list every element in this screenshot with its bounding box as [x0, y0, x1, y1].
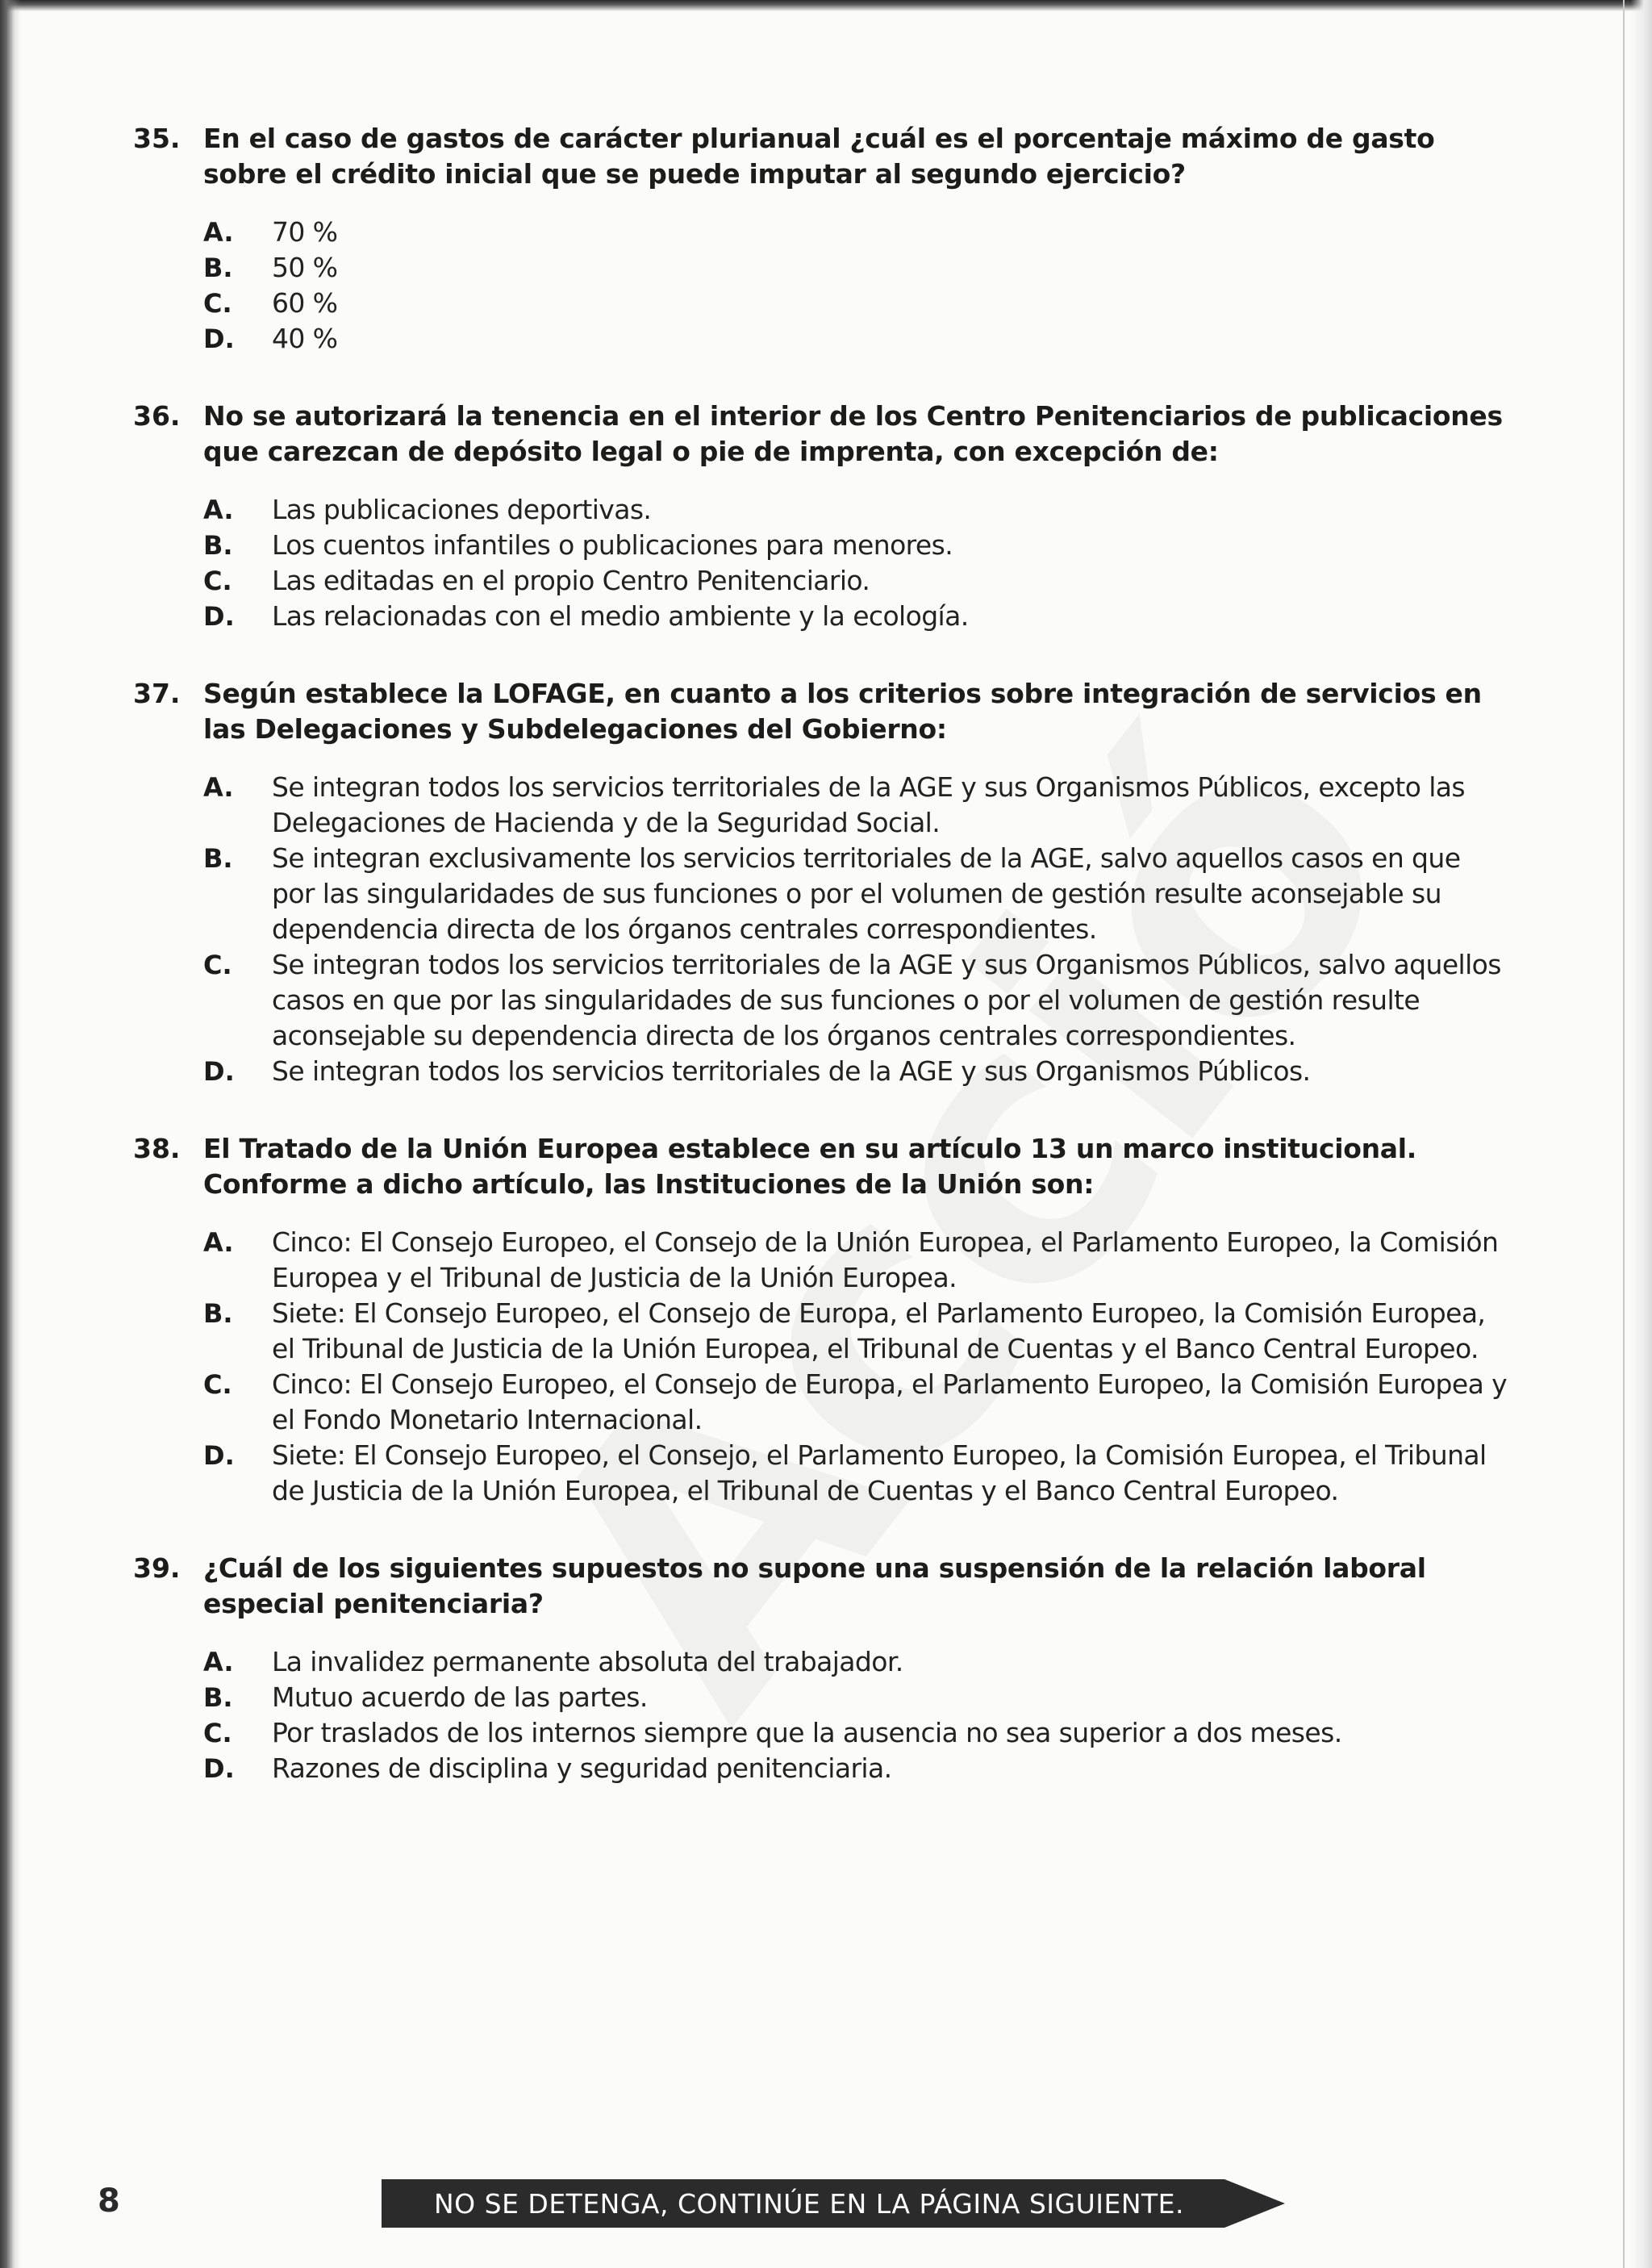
option-letter: C. [203, 1369, 232, 1400]
option-letter: A. [203, 217, 234, 248]
option-text: 70 % [272, 216, 338, 248]
options-list [133, 770, 1508, 1089]
option-b [203, 250, 1508, 286]
option-d [203, 599, 1508, 634]
option-letter: B. [203, 1298, 233, 1329]
option-a [203, 1644, 1508, 1680]
option-c [203, 563, 1508, 599]
option-a [203, 770, 1508, 841]
option-text: Se integran todos los servicios territoriales de la AGE y sus Organismos Públicos. [272, 1055, 1311, 1087]
question-number: 38. [133, 1133, 181, 1164]
option-text: Se integran exclusivamente los servicios territoriales de la AGE, salvo aquellos casos en que por las singularidades de sus funciones o por el volumen de gestión resulte aconsejable su dependencia directa de los órganos centrales correspondientes. [272, 842, 1461, 945]
question-header [133, 399, 1508, 470]
option-text: Cinco: El Consejo Europeo, el Consejo de la Unión Europea, el Parlamento Europeo, la Comisión Europea y el Tribunal de Justicia de la Unión Europea. [272, 1226, 1499, 1293]
option-text: 40 % [272, 323, 338, 354]
question-text: El Tratado de la Unión Europea establece en su artículo 13 un marco institucional. Conforme a dicho artículo, las Instituciones de la Unión son: [203, 1133, 1417, 1200]
options-list [133, 1225, 1508, 1509]
option-letter: C. [203, 288, 232, 319]
option-a [203, 1225, 1508, 1296]
question-37 [133, 676, 1508, 1089]
scan-left-edge [0, 0, 21, 2268]
option-b [203, 1296, 1508, 1367]
option-letter: D. [203, 601, 235, 632]
question-39 [133, 1551, 1508, 1786]
option-c [203, 286, 1508, 321]
option-letter: C. [203, 566, 232, 596]
option-c [203, 947, 1508, 1054]
continue-banner-text: NO SE DETENGA, CONTINÚE EN LA PÁGINA SIGUIENTE. [433, 2187, 1185, 2220]
option-text: Razones de disciplina y seguridad penitenciaria. [272, 1752, 892, 1784]
question-number: 37. [133, 678, 181, 709]
option-d [203, 321, 1508, 357]
option-letter: D. [203, 324, 235, 354]
option-text: 60 % [272, 287, 338, 319]
question-number: 39. [133, 1552, 181, 1584]
option-text: 50 % [272, 252, 338, 283]
options-list [133, 492, 1508, 634]
question-header [133, 676, 1508, 747]
option-letter: B. [203, 530, 233, 561]
options-list [133, 215, 1508, 357]
option-d [203, 1438, 1508, 1509]
question-36 [133, 399, 1508, 634]
option-text: Siete: El Consejo Europeo, el Consejo de Europa, el Parlamento Europeo, la Comisión Europea, el Tribunal de Justicia de la Unión Europea, el Tribunal de Cuentas y el Banco Central Europeo. [272, 1297, 1486, 1364]
option-text: Los cuentos infantiles o publicaciones para menores. [272, 529, 953, 561]
option-letter: C. [203, 1718, 232, 1748]
question-header [133, 1551, 1508, 1622]
question-38 [133, 1131, 1508, 1509]
option-letter: A. [203, 1227, 234, 1258]
option-letter: B. [203, 253, 233, 283]
option-text: Por traslados de los internos siempre que la ausencia no sea superior a dos meses. [272, 1717, 1342, 1748]
question-text: No se autorizará la tenencia en el interior de los Centro Penitenciarios de publicaciones que carezcan de depósito legal o pie de imprenta, con excepción de: [203, 400, 1503, 467]
question-number: 36. [133, 400, 181, 432]
page-number: 8 [98, 2182, 120, 2220]
option-b [203, 841, 1508, 947]
question-text: Según establece la LOFAGE, en cuanto a los criterios sobre integración de servicios en las Delegaciones y Subdelegaciones del Gobierno: [203, 678, 1482, 745]
scan-top-edge [0, 0, 1652, 11]
option-text: Siete: El Consejo Europeo, el Consejo, el Parlamento Europeo, la Comisión Europea, el Tribunal de Justicia de la Unión Europea, el Tribunal de Cuentas y el Banco Central Europeo. [272, 1439, 1487, 1506]
option-b [203, 528, 1508, 563]
options-list [133, 1644, 1508, 1786]
question-text: ¿Cuál de los siguientes supuestos no supone una suspensión de la relación laboral especial penitenciaria? [203, 1552, 1426, 1619]
option-text: Las relacionadas con el medio ambiente y la ecología. [272, 600, 969, 632]
option-c [203, 1715, 1508, 1751]
option-a [203, 215, 1508, 250]
option-text: Cinco: El Consejo Europeo, el Consejo de Europa, el Parlamento Europeo, la Comisión Europea y el Fondo Monetario Internacional. [272, 1368, 1508, 1435]
option-letter: D. [203, 1440, 235, 1471]
scan-right-line [1623, 0, 1625, 2268]
option-d [203, 1054, 1508, 1089]
option-text: Las publicaciones deportivas. [272, 494, 652, 525]
option-letter: D. [203, 1056, 235, 1087]
option-letter: A. [203, 495, 234, 525]
option-c [203, 1367, 1508, 1438]
option-text: Las editadas en el propio Centro Penitenciario. [272, 565, 870, 596]
question-header [133, 1131, 1508, 1202]
option-text: La invalidez permanente absoluta del trabajador. [272, 1646, 903, 1677]
option-letter: A. [203, 772, 234, 803]
continue-banner [382, 2179, 1285, 2228]
question-text: En el caso de gastos de carácter plurianual ¿cuál es el porcentaje máximo de gasto sobre el crédito inicial que se puede imputar al segundo ejercicio? [203, 123, 1435, 190]
scan-right-edge [1631, 0, 1652, 2268]
option-a [203, 492, 1508, 528]
option-letter: B. [203, 1682, 233, 1713]
question-header [133, 121, 1508, 192]
option-letter: D. [203, 1753, 235, 1784]
option-letter: B. [203, 843, 233, 874]
question-number: 35. [133, 123, 181, 154]
option-text: Mutuo acuerdo de las partes. [272, 1681, 648, 1713]
option-text: Se integran todos los servicios territoriales de la AGE y sus Organismos Públicos, excepto las Delegaciones de Hacienda y de la Seguridad Social. [272, 771, 1466, 838]
option-text: Se integran todos los servicios territoriales de la AGE y sus Organismos Públicos, salvo aquellos casos en que por las singularidades de sus funciones o por el volumen de gestión resulte aconsejable su dependencia directa de los órganos centrales correspondientes. [272, 949, 1501, 1051]
option-letter: A. [203, 1647, 234, 1677]
option-letter: C. [203, 950, 232, 980]
question-35 [133, 121, 1508, 357]
option-b [203, 1680, 1508, 1715]
option-d [203, 1751, 1508, 1786]
